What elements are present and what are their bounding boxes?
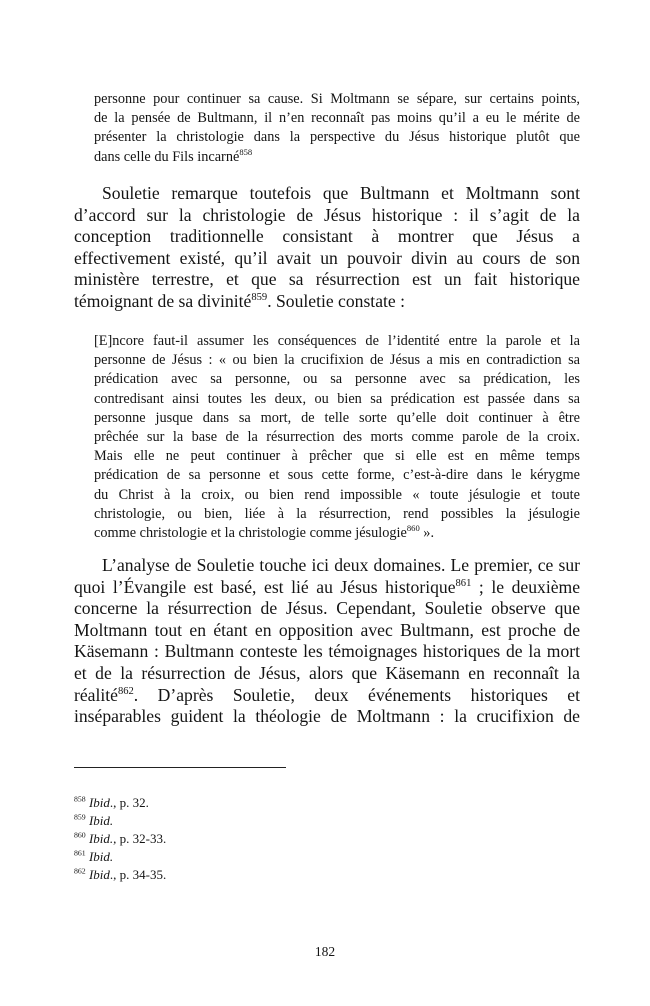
- text-line: présenter la christologie dans la perspective du Jésus historique plutôt que: [94, 129, 580, 146]
- footnote-ref: 860: [406, 523, 420, 534]
- text-line: [94, 524, 580, 543]
- text-line: inséparables guident la théologie de Moltmann : la crucifixion de: [74, 706, 580, 727]
- footnote-ibid: Ibid.,: [88, 831, 117, 846]
- text-line: de la pensée de Bultmann, il n’en reconnaît pas moins qu’il a eu le mérite de: [94, 110, 580, 127]
- text-line: contredisant ainsi toutes les deux, ou bien sa prédication est passée dans sa: [94, 390, 580, 407]
- text-line: du Christ à la croix, ou bien rend impossible « toute jésulogie et toute: [94, 486, 580, 503]
- text-fragment: dans celle du Fils incarné: [94, 148, 240, 165]
- footnote-number: 861: [74, 848, 86, 858]
- paragraph-2: [74, 555, 580, 728]
- footnote: [74, 812, 166, 830]
- footnote-number: 859: [74, 812, 86, 822]
- block-quote-1: [94, 90, 580, 167]
- text-fragment: ».: [419, 525, 435, 542]
- footnote-separator: [74, 767, 286, 768]
- footnote-ref: 858: [239, 146, 253, 157]
- text-line: prédication de sa personne et sous cette forme, c’est-à-dire dans le kérygme: [94, 467, 580, 484]
- footnote: [74, 848, 166, 866]
- footnote-number: 858: [74, 794, 86, 804]
- paragraph-1: [74, 183, 580, 313]
- block-quote-2: [94, 332, 580, 543]
- page-number: 182: [314, 944, 336, 959]
- text-fragment: quoi l’Évangile est basé, est lié au Jésus historique: [74, 576, 456, 597]
- footnote: [74, 866, 166, 884]
- text-line: d’accord sur la christologie de Jésus historique : il s’agit de la: [74, 204, 580, 225]
- text-line: [94, 148, 580, 167]
- text-line: personne pour continuer sa cause. Si Moltmann se sépare, sur certains points,: [94, 91, 580, 107]
- footnote-ibid: Ibid.: [88, 813, 114, 828]
- footnote-ibid: Ibid: [88, 867, 110, 882]
- text-line: [74, 291, 580, 313]
- text-line: prêchée sur la base de la résurrection des morts comme parole de la croix.: [94, 429, 580, 446]
- text-fragment: . D’après Souletie, deux événements historiques et: [133, 684, 580, 705]
- text-line: Mais elle ne peut continuer à prêcher que si elle est en même temps: [94, 448, 580, 465]
- footnote-ibid: Ibid: [88, 795, 110, 810]
- text-line: Käsemann : Bultmann conteste les témoignages historiques de la mort: [74, 641, 580, 662]
- text-line: Souletie remarque toutefois que Bultmann et Moltmann sont: [102, 183, 580, 203]
- footnote-text: ., p. 34-35.: [109, 867, 167, 882]
- text-line: prédication avec sa personne, ou sa personne avec sa prédication, les: [94, 371, 580, 388]
- text-line: [74, 577, 580, 599]
- text-fragment: comme christologie et la christologie comme jésulogie: [94, 525, 407, 542]
- text-line: [E]ncore faut-il assumer les conséquences de l’identité entre la parole et la: [94, 333, 580, 349]
- footnote-ref: 862: [117, 685, 134, 697]
- footnote-text: ., p. 32.: [109, 795, 149, 810]
- text-line: christologie, ou bien, liée à la résurrection, rend possibles la jésulogie: [94, 505, 580, 522]
- footnote-number: 860: [74, 830, 86, 840]
- text-fragment: réalité: [74, 684, 118, 705]
- footnote-ref: 859: [251, 292, 268, 304]
- footnote: [74, 794, 166, 812]
- text-fragment: ; le deuxième: [471, 576, 581, 597]
- text-line: Moltmann tout en étant en opposition avec Bultmann, est proche de: [74, 619, 580, 640]
- footnotes: [74, 794, 166, 884]
- text-line: effectivement existé, qu’il avait un pouvoir divin au cours de son: [74, 247, 580, 268]
- text-line: concerne la résurrection de Jésus. Cependant, Souletie observe que: [74, 598, 580, 619]
- text-line: [74, 685, 580, 707]
- text-line: personne de Jésus : « ou bien la crucifixion de Jésus a mis en contradiction sa: [94, 352, 580, 369]
- text-line: et de la résurrection de Jésus, alors que Käsemann en reconnaît la: [74, 662, 580, 683]
- text-line: L’analyse de Souletie touche ici deux domaines. Le premier, ce sur: [102, 555, 580, 575]
- footnote-ibid: Ibid.: [88, 849, 114, 864]
- text-fragment: témoignant de sa divinité: [74, 290, 252, 311]
- text-line: personne jusque dans sa mort, de telle sorte qu’elle doit continuer à être: [94, 409, 580, 426]
- footnote-number: 862: [74, 866, 86, 876]
- text-line: conception traditionnelle consistant à montrer que Jésus a: [74, 226, 580, 247]
- text-line: ministère terrestre, et que sa résurrection est un fait historique: [74, 269, 580, 290]
- footnote-text: p. 32-33.: [116, 831, 167, 846]
- text-fragment: . Souletie constate :: [267, 290, 405, 311]
- footnote-ref: 861: [455, 577, 472, 589]
- footnote: [74, 830, 166, 848]
